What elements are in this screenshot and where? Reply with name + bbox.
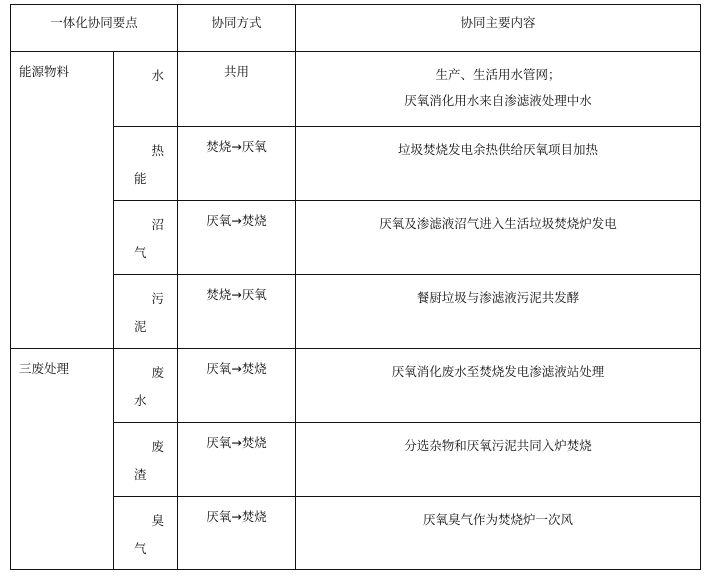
table-row <box>11 349 701 423</box>
sub-item: 废 水 <box>114 349 178 423</box>
mode-cell: 焚烧→厌氧 <box>178 127 296 201</box>
sub-item: 沼 气 <box>114 201 178 275</box>
mode-cell: 厌氧→焚烧 <box>178 423 296 497</box>
category-energy: 能源物料 <box>11 52 114 349</box>
sub-item: 水 <box>114 52 178 127</box>
table-row <box>11 201 701 275</box>
mode-cell: 共用 <box>178 52 296 127</box>
sub-item: 污 泥 <box>114 275 178 349</box>
sub-item: 臭 气 <box>114 497 178 570</box>
content-cell: 餐厨垃圾与渗滤液污泥共发酵 <box>296 275 701 349</box>
content-cell: 分选杂物和厌氧污泥共同入炉焚烧 <box>296 423 701 497</box>
header-mode: 协同方式 <box>178 5 296 52</box>
content-cell: 生产、生活用水管网； 厌氧消化用水来自渗滤液处理中水 <box>296 52 701 127</box>
table-row <box>11 275 701 349</box>
header-content: 协同主要内容 <box>296 5 701 52</box>
mode-cell: 焚烧→厌氧 <box>178 275 296 349</box>
table-row <box>11 127 701 201</box>
content-cell: 垃圾焚烧发电余热供给厌氧项目加热 <box>296 127 701 201</box>
header-points: 一体化协同要点 <box>11 5 178 52</box>
mode-cell: 厌氧→焚烧 <box>178 497 296 570</box>
synergy-table <box>10 4 701 570</box>
table-row <box>11 497 701 570</box>
content-cell: 厌氧消化废水至焚烧发电渗滤液站处理 <box>296 349 701 423</box>
category-waste: 三废处理 <box>11 349 114 570</box>
header-row <box>11 5 701 52</box>
table-row <box>11 423 701 497</box>
mode-cell: 厌氧→焚烧 <box>178 349 296 423</box>
content-cell: 厌氧臭气作为焚烧炉一次风 <box>296 497 701 570</box>
table-row <box>11 52 701 127</box>
mode-cell: 厌氧→焚烧 <box>178 201 296 275</box>
sub-item: 热 能 <box>114 127 178 201</box>
content-cell: 厌氧及渗滤液沼气进入生活垃圾焚烧炉发电 <box>296 201 701 275</box>
sub-item: 废 渣 <box>114 423 178 497</box>
